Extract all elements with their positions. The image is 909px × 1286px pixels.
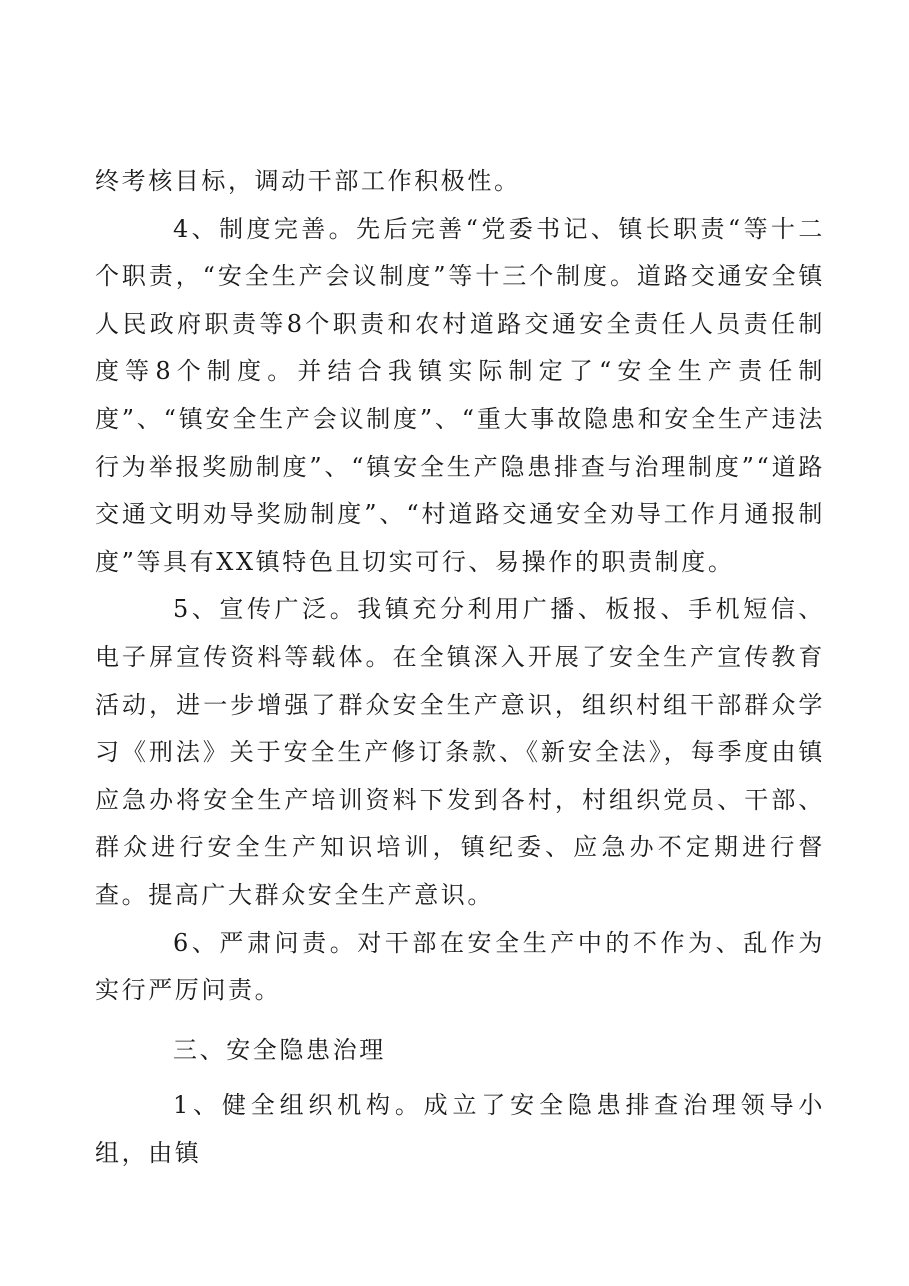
paragraph-item-6-accountability: 6、严肃问责。对干部在安全生产中的不作为、乱作为实行严厉问责。	[95, 928, 825, 1005]
paragraph-item-5-publicity: 5、宣传广泛。我镇充分利用广播、板报、手机短信、电子屏宣传资料等载体。在全镇深入开展了安全生产宣传教育活动，进一步增强了群众安全生产意识，组织村组干部群众学习《刑法》关于安全生产修订条款、《新安全法》，每季度由镇应急办将安全生产培训资料下发到各村，村组织党员、干部、群众进行安全生产知识培训，镇纪委、应急办不定期进行督查。提高广大群众安全生产意识。	[95, 595, 825, 909]
paragraph-item-1-organization: 1、健全组织机构。成立了安全隐患排查治理领导小组，由镇	[95, 1091, 825, 1167]
paragraph-continuation: 终考核目标，调动干部工作积极性。	[95, 167, 521, 195]
document-body	[95, 158, 825, 1177]
section-heading-hazard-governance: 三、安全隐患治理	[173, 1035, 386, 1064]
paragraph-item-4-system-improvement: 4、制度完善。先后完善“党委书记、镇长职责“等十二个职责，“安全生产会议制度”等十三个制度。道路交通安全镇人民政府职责等8个职责和农村道路交通安全责任人员责任制度等8个制度。并结合我镇实际制定了“安全生产责任制度”、“镇安全生产会议制度”、“重大事故隐患和安全生产违法行为举报奖励制度”、“镇安全生产隐患排查与治理制度”“道路交通文明劝导奖励制度”、“村道路交通安全劝导工作月通报制度”等具有XX镇特色且切实可行、易操作的职责制度。	[95, 214, 825, 576]
